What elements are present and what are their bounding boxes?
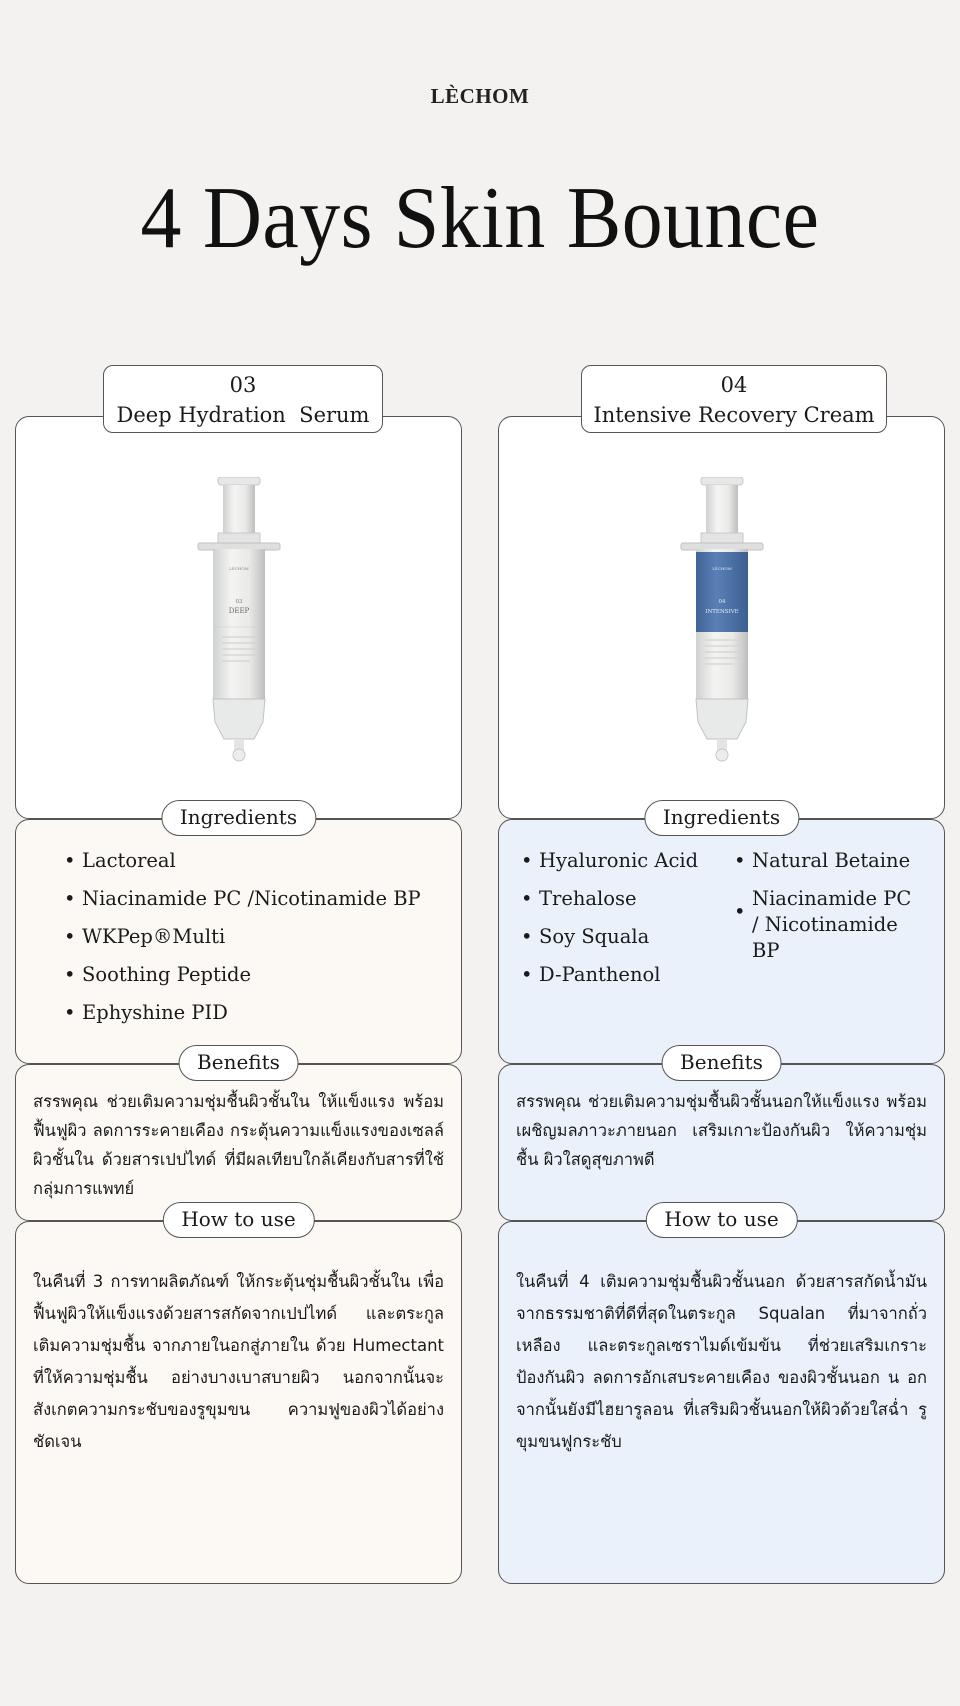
ingredient-item: • Hyaluronic Acid	[521, 848, 698, 874]
benefits-label: Benefits	[661, 1045, 782, 1081]
brand-logo: LÈCHOM	[430, 84, 530, 108]
benefits-label: Benefits	[178, 1045, 299, 1081]
ingredients-panel	[15, 805, 462, 1064]
ingredient-item: • D-Panthenol	[521, 962, 698, 988]
benefits-panel	[15, 1050, 462, 1221]
syringe-number: 03	[235, 599, 242, 605]
ingredient-item: • Ephyshine PID	[64, 1000, 421, 1026]
cream-syringe-image	[677, 477, 767, 767]
serum-syringe-image	[194, 477, 284, 767]
ingredient-item: • Niacinamide PC / Nicotinamide BP	[734, 886, 924, 964]
syringe-word: INTENSIVE	[704, 609, 739, 615]
product-name: Deep Hydration Serum	[116, 403, 370, 427]
benefits-text: สรรพคุณ ช่วยเติมความชุ่มชื้นผิวชั้นใน ให้แข็งแรง พร้อมฟื้นฟูผิว ลดการระคายเคือง กระตุ้นความแข็งแรงของเซลล์ผิวชั้นใน ด้วยสารเปปไทด์ ที่มีผลเทียบใกล้เคียงกับสารที่ใช้กลุ่มการแพทย์	[33, 1092, 444, 1198]
how-to-use-panel	[498, 1207, 945, 1584]
ingredient-item: • WKPep®Multi	[64, 924, 421, 950]
how-to-use-label: How to use	[162, 1202, 314, 1238]
product-number: 04	[720, 373, 748, 397]
product-name-tab	[581, 365, 887, 433]
ingredient-item: • Soy Squala	[521, 924, 698, 950]
benefits-text: สรรพคุณ ช่วยเติมความชุ่มชื้นผิวชั้นนอกให้แข็งแรง พร้อมเผชิญมลภาวะภายนอก เสริมเกาะป้องกันผิว ให้ความชุ่มชื้น ผิวใสดูสุขภาพดี	[516, 1092, 927, 1169]
ingredient-item: • Lactoreal	[64, 848, 421, 874]
ingredient-item: • Natural Betaine	[734, 848, 924, 874]
ingredients-label: Ingredients	[161, 800, 316, 836]
ingredients-list-col2	[734, 848, 924, 976]
page-title: 4 Days Skin Bounce	[140, 170, 820, 267]
syringe-brand: LÈCHOM	[228, 566, 249, 571]
product-image-panel	[498, 416, 945, 819]
ingredient-item: • Soothing Peptide	[64, 962, 421, 988]
product-image-panel	[15, 416, 462, 819]
product-name-tab	[103, 365, 383, 433]
ingredients-list-col1	[521, 848, 698, 1000]
syringe-word: DEEP	[228, 607, 249, 615]
ingredients-panel	[498, 805, 945, 1064]
ingredients-list	[64, 848, 421, 1038]
product-number: 03	[229, 373, 257, 397]
how-to-use-panel	[15, 1207, 462, 1584]
ingredients-label: Ingredients	[644, 800, 799, 836]
ingredient-item: • Trehalose	[521, 886, 698, 912]
benefits-panel	[498, 1050, 945, 1221]
ingredient-item: • Niacinamide PC /Nicotinamide BP	[64, 886, 421, 912]
product-name: Intensive Recovery Cream	[593, 403, 875, 427]
how-to-use-text: ในคืนที่ 4 เติมความชุ่มชื้นผิวชั้นนอก ด้วยสารสกัดน้ำมัน จากธรรมชาติที่ดีที่สุดในตระกูล Squalan ที่มาจากถั่วเหลือง และตระกูลเซราไมด์เข้มข้น ที่ช่วยเสริมเกราะป้องกันผิว ลดการอักเสบระคายเคือง ของผิวชั้นนอก น อกจากนั้นยังมีไฮยารูลอน ที่เสริมผิวชั้นนอกให้ผิวด้วยใสฉ่ำ รูขุมขนฟูกระชับ	[516, 1272, 927, 1451]
how-to-use-label: How to use	[645, 1202, 797, 1238]
syringe-number: 04	[718, 599, 725, 605]
syringe-brand: LÈCHOM	[711, 566, 732, 571]
how-to-use-text: ในคืนที่ 3 การทาผลิตภัณฑ์ ให้กระตุ้นชุ่มชื้นผิวชั้นใน เพื่อฟื้นฟูผิวให้แข็งแรงด้วยสารสกัดจากเปปไทด์ และตระกูลเติมความชุ่มชื้น จากภายในอกสู่ภายใน ด้วย Humectant ที่ให้ความชุ่มชื้น อย่างบางเบาสบายผิว นอกจากนั้นจะสังเกตความกระชับของรูขุมขน ความฟูของผิวได้อย่างชัดเจน	[33, 1272, 444, 1451]
